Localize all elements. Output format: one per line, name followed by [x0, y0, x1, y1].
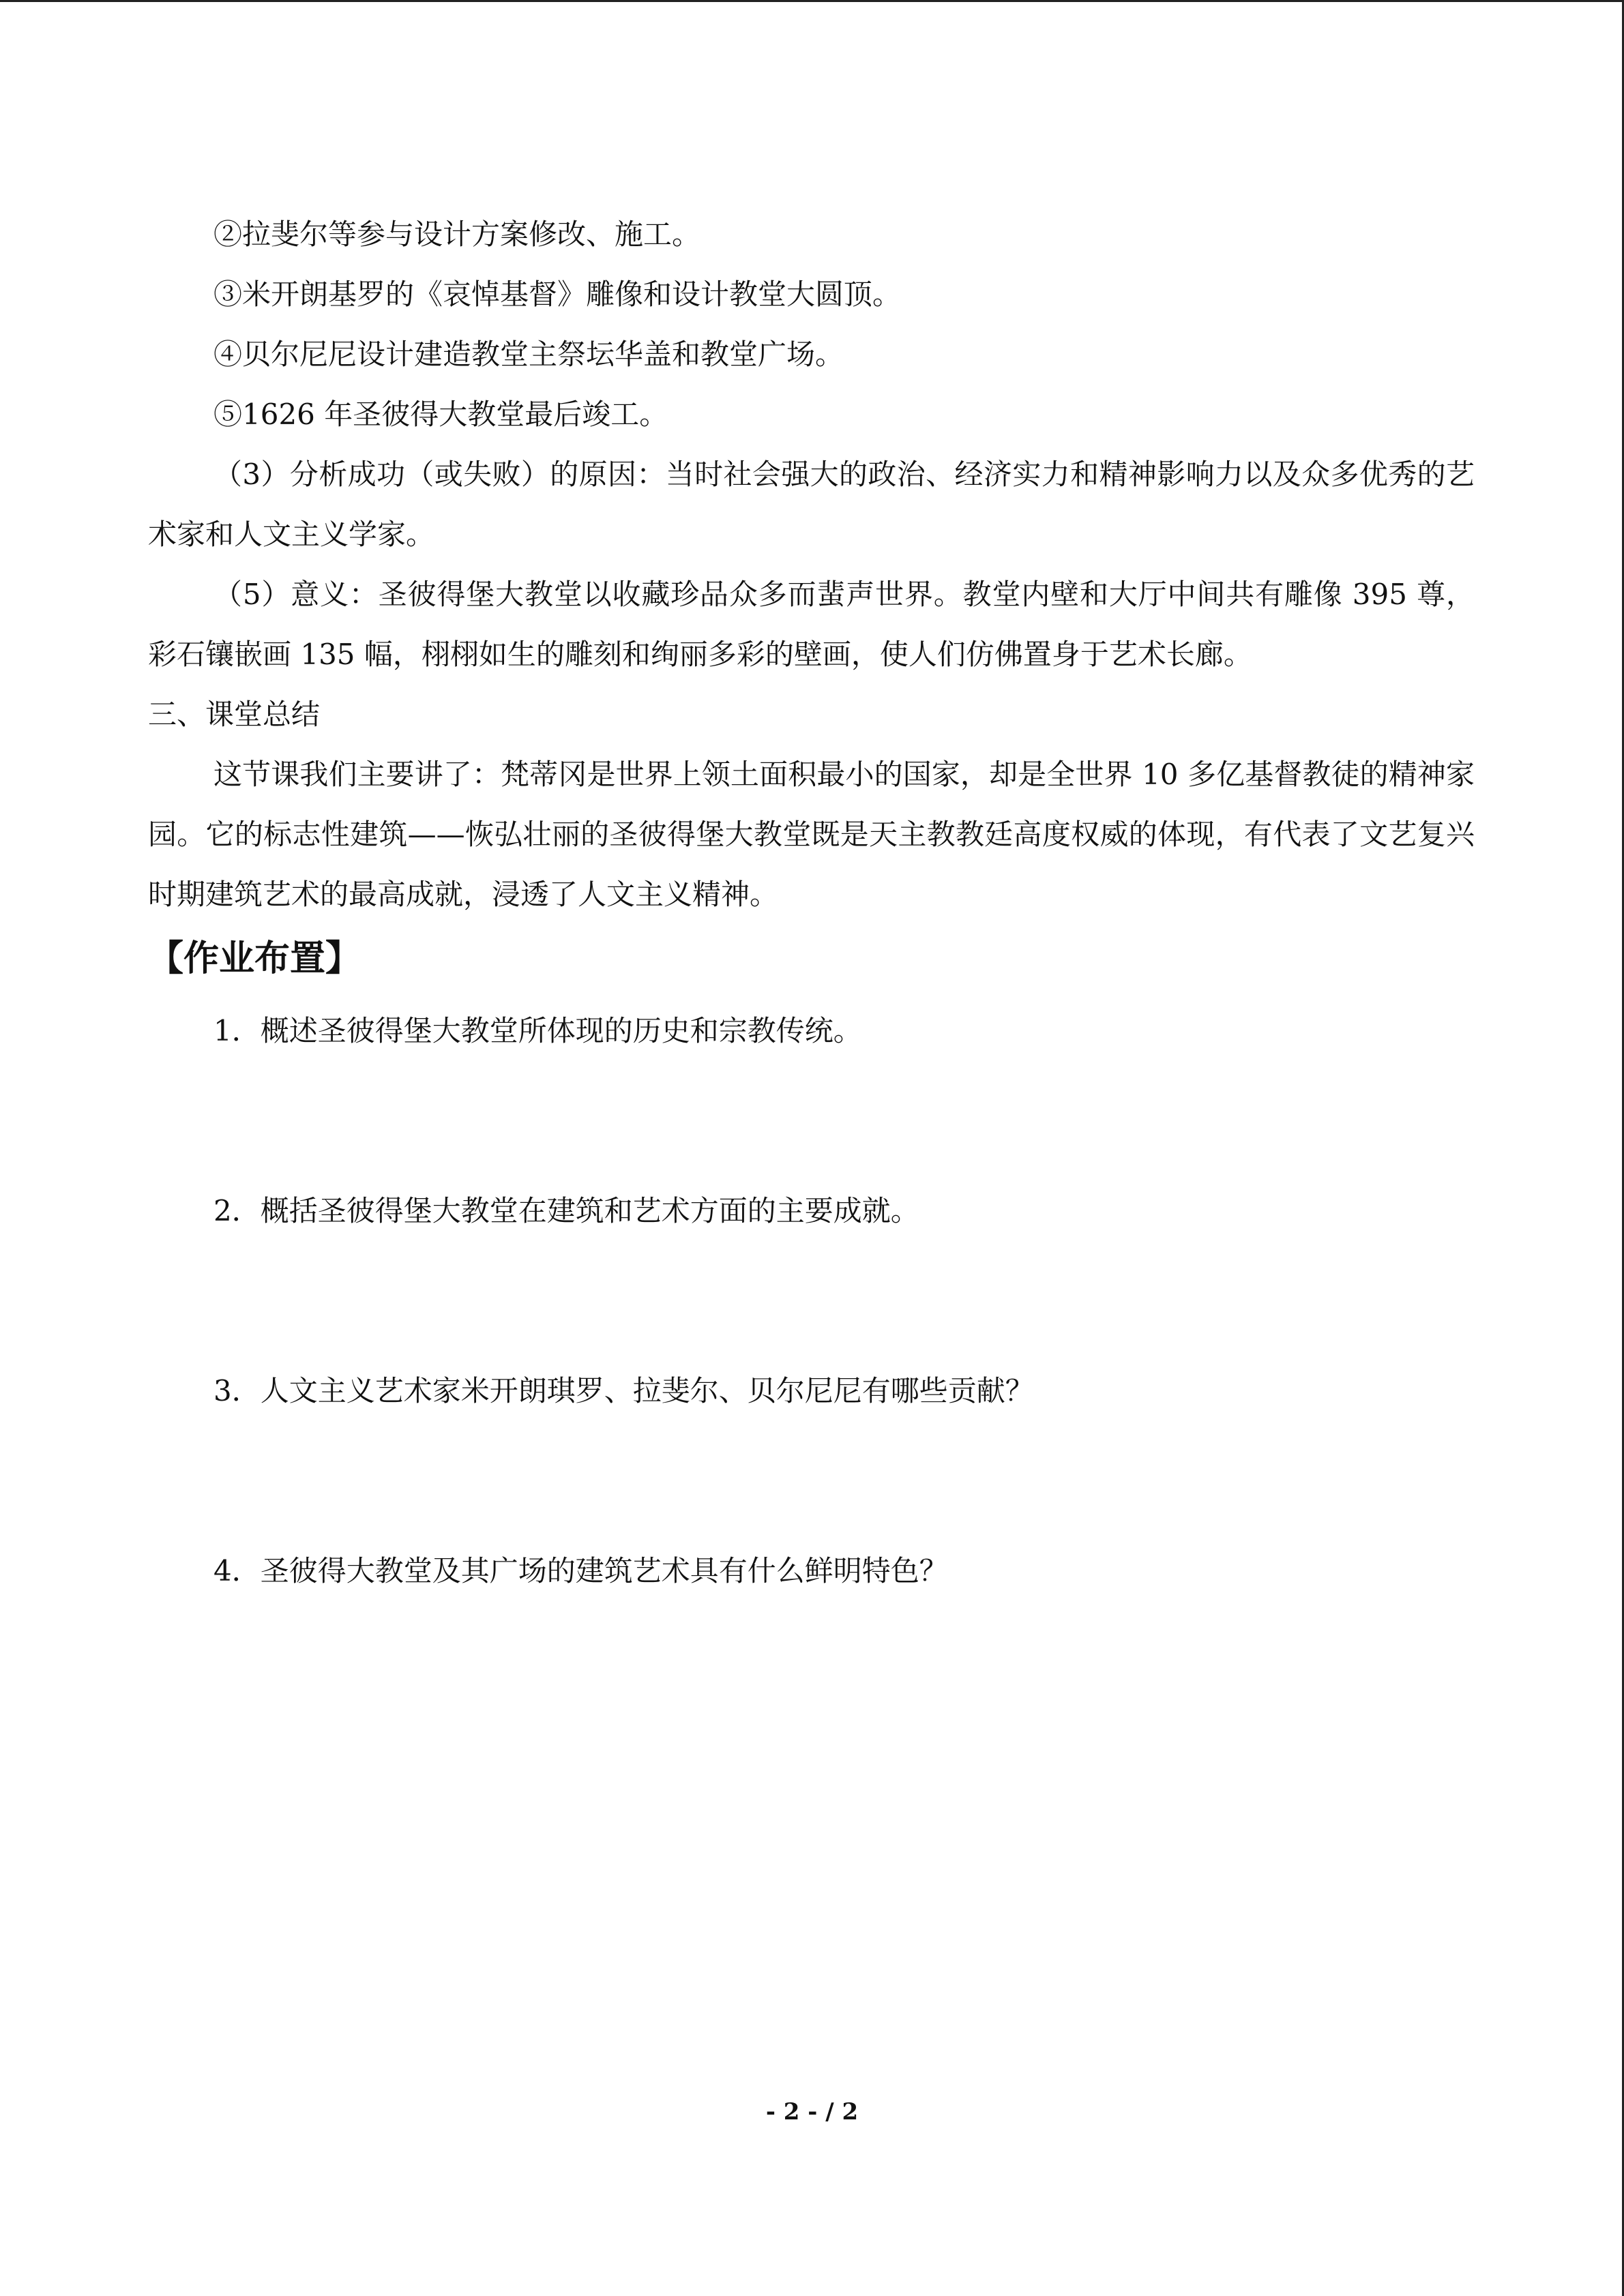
- summary-paragraph: 这节课我们主要讲了：梵蒂冈是世界上领土面积最小的国家，却是全世界 10 多亿基督教徒的精神家园。它的标志性建筑——恢弘壮丽的圣彼得堡大教堂既是天主教教廷高度权威的体现，有代表了文艺复兴时期建筑艺术的最高成就，浸透了人文主义精神。: [148, 758, 1475, 911]
- page-border-top: [0, 0, 1624, 2]
- homework-item-1: 1．概述圣彼得堡大教堂所体现的历史和宗教传统。: [213, 1014, 862, 1047]
- homework-heading: 【作业布置】: [148, 938, 361, 979]
- answer-space: [148, 1061, 1475, 1181]
- significance-paragraph: （5）意义：圣彼得堡大教堂以收藏珍品众多而蜚声世界。教堂内壁和大厅中间共有雕像 395 尊，彩石镶嵌画 135 幅，栩栩如生的雕刻和绚丽多彩的壁画，使人们仿佛置身于艺术长廊。: [148, 578, 1475, 671]
- section-heading-summary: 三、课堂总结: [148, 698, 321, 731]
- homework-item-3: 3．人文主义艺术家米开朗琪罗、拉斐尔、贝尔尼尼有哪些贡献？: [213, 1374, 1034, 1407]
- step-3-text: ③米开朗基罗的《哀悼基督》雕像和设计教堂大圆顶。: [213, 278, 902, 311]
- document-body: [148, 205, 1475, 1601]
- page-number: - 2 - / 2: [765, 2098, 859, 2126]
- step-5-text: ⑤1626 年圣彼得大教堂最后竣工。: [213, 398, 668, 431]
- answer-space: [148, 1241, 1475, 1361]
- homework-item-4: 4．圣彼得大教堂及其广场的建筑艺术具有什么鲜明特色？: [213, 1554, 948, 1587]
- step-2-text: ②拉斐尔等参与设计方案修改、施工。: [213, 218, 701, 251]
- analysis-paragraph: （3）分析成功（或失败）的原因：当时社会强大的政治、经济实力和精神影响力以及众多优秀的艺术家和人文主义学家。: [148, 458, 1475, 551]
- answer-space: [148, 1421, 1475, 1541]
- step-4-text: ④贝尔尼尼设计建造教堂主祭坛华盖和教堂广场。: [213, 338, 844, 371]
- homework-item-2: 2．概括圣彼得堡大教堂在建筑和艺术方面的主要成就。: [213, 1194, 919, 1227]
